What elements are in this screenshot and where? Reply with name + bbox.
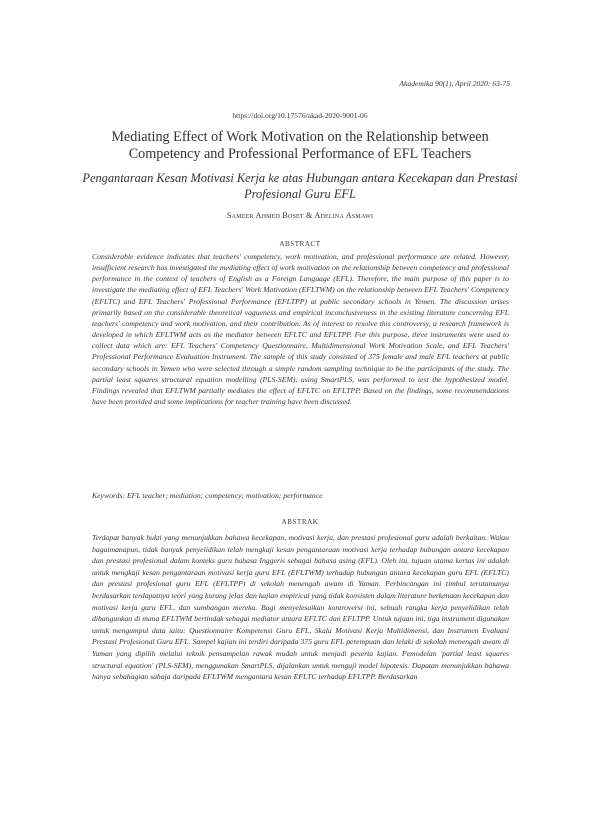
doi-link[interactable]: https://doi.org/10.17576/akad-2020-9001-06 <box>232 111 368 120</box>
author-list: Sameer Ahmed Boset & Adelina Asmawi <box>226 211 374 220</box>
abstrak-heading: ABSTRAK <box>281 518 319 526</box>
journal-citation: Akademika 90(1), April 2020: 63-75 <box>399 79 510 88</box>
keywords: Keywords: EFL teacher; mediation; competency; motivation; performance <box>92 491 323 500</box>
paper-title-malay: Pengantaraan Kesan Motivasi Kerja ke atas Hubungan antara Kecekapan dan Prestasi Profesional Guru EFL <box>82 171 518 201</box>
abstract-body: Considerable evidence indicates that teachers' competency, work motivation, and professional performance are related. However, insufficient research has investigated the mediating effect of work motivation on the relationship between competency and professional performance in the context of teachers of English as a Foreign Language (EFL). Therefore, the main purpose of this paper is to investigate the mediating effect of EFL Teachers' Work Motivation (EFLTWM) on the relationship between EFL Teachers' Competency (EFLTC) and EFL Teachers' Professional Performance (EFLTPP) at public secondary schools in Yemen. The discussion arises primarily based on the considerable theoretical vagueness and empirical inconclusiveness in the existing literature concerning EFL teachers' competency and work motivation, and their contribution. As of interest to resolve this controversy, a research framework is developed in which EFLTWM acts as the mediator between EFLTC and EFLTPP. For this purpose, three instruments were used to collect data which are: EFL Teachers' Competency Questionnaire, Multidimensional Work Motivation Scale, and EFL Teachers' Professional Performance Evaluation Instrument. The sample of this study consisted of 375 female and male EFL teachers at public secondary schools in Yemen who were selected through a simple random sampling technique to be the participants of the study. The partial least squares structural equation modelling (PLS-SEM), using SmartPLS, was performed to test the hypothesized model. Findings revealed that EFLTWM partially mediates the effect of EFLTC on EFLTPP. Based on the findings, some recommendations have been provided and some implications for teacher training have been discussed. <box>92 252 509 407</box>
paper-title: Mediating Effect of Work Motivation on the Relationship between Competency and Professional Performance of EFL Teachers <box>111 129 489 162</box>
abstract-heading: ABSTRACT <box>279 240 321 248</box>
abstrak-body: Terdapat banyak bukti yang menunjukkan bahawa kecekapan, motivasi kerja, dan prestasi profesional guru adalah berkaitan. Walau bagaimanapun, tidak banyak penyelidikan telah mengkaji kesan pengantaraan motivasi kerja terhadap hubungan antara kecekapan dan prestasi profesional dalam konteks guru bahasa Inggeris sebagai bahasa asing (EFL). Oleh itu, tujuan utama kertas ini adalah untuk mengkaji kesan pengantaraan motivasi kerja guru EFL (EFLTWM) terhadap hubungan antara kecekapan guru EFL (EFLTC) dan prestasi profesional guru EFL (EFLTPP) di sekolah menengah awam di Yaman. Perbincangan ini timbul terutamanya berdasarkan terdapatnya teori yang kurang jelas dan kajian empirical yang tidak konsisten dalam literature berkenaan kecekapan dan motivasi kerja guru EFL, dan sumbangan mereka. Bagi menyelesaikan kontroversi ini, sebuah rangka kerja penyelidikan telah dibangunkan di mana EFLTWM bertindak sebagai mediator antara EFLTC dan EFLTPP. Untuk tujuan ini, tiga instrument digunakan untuk mengumpul data iaitu: Questionnaire Kompetensi Guru EFL, Skala Motivasi Kerja Multidimensi, dan Instrumen Evaluasi Prestasi Profesional Guru EFL. Sampel kajian ini terdiri daripada 375 guru EFL perempuan dan lelaki di sekolah menengah awam di Yaman yang dipilih melalui teknik pensampelan rawak mudah untuk menjadi peserta kajian. Pemodelan 'partial least squares structural equation' (PLS-SEM), menggunakan SmartPLS, dijalankan untuk menguji model hipotesis. Dapatan menunjukkan bahawa hanya sebahagian sahaja daripada EFLTWM mengantara kesan EFLTC terhadap EFLTPP. Berdasarkan <box>92 533 509 682</box>
